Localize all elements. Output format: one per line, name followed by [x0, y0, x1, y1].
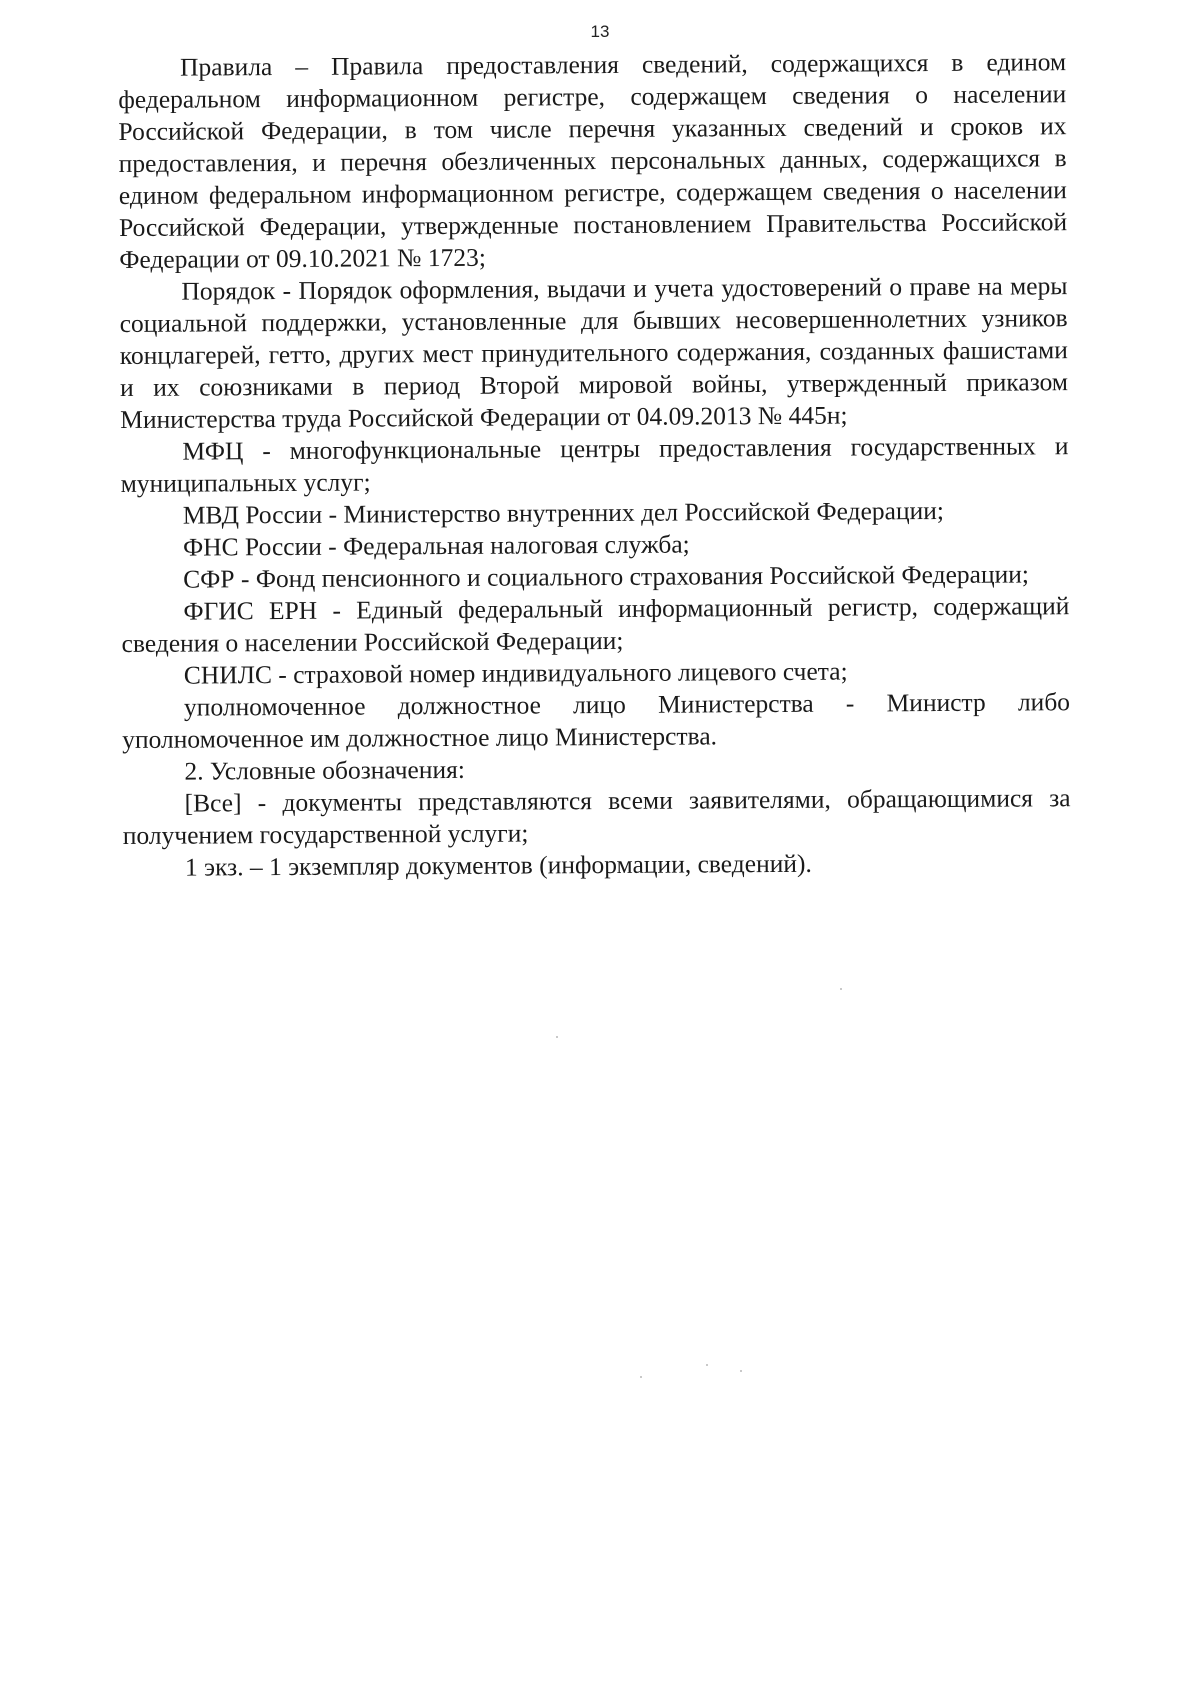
- definition-fgis-ern: ФГИС ЕРН - Единый федеральный информационный регистр, содержащий сведения о населении Российской Федерации;: [121, 591, 1070, 658]
- legend-copy: 1 экз. – 1 экземпляр документов (информации, сведений).: [184, 848, 812, 882]
- definition-mvd: МВД России - Министерство внутренних дел Российской Федерации;: [182, 495, 945, 530]
- definition-sfr: СФР - Фонд пенсионного и социального страхования Российской Федерации;: [183, 559, 1030, 594]
- definition-fns: ФНС России - Федеральная налоговая служба;: [182, 529, 690, 562]
- scan-speck: [740, 1370, 742, 1372]
- scan-speck: [640, 1376, 642, 1378]
- definition-procedure: Порядок - Порядок оформления, выдачи и учета удостоверений о праве на меры социальной поддержки, установленные для бывших несовершеннолетних узников концлагерей, гетто, других мест принудительного содержания, созданных фашистами и их союзниками в период Второй мировой войны, утвержденный приказом Министерства труда Российской Федерации от 04.09.2013 № 445н;: [119, 271, 1069, 434]
- scan-speck: [706, 1364, 708, 1366]
- section-heading-legend: 2. Условные обозначения:: [184, 754, 466, 786]
- definition-authorized-official: уполномоченное должностное лицо Министерства - Министр либо уполномоченное им должностное лицо Министерства.: [122, 687, 1071, 754]
- legend-all: [Все] - документы представляются всеми заявителями, обращающимися за получением государственной услуги;: [122, 783, 1071, 850]
- definition-mfc: МФЦ - многофункциональные центры предоставления государственных и муниципальных услуг;: [120, 431, 1069, 498]
- scan-speck: [556, 1036, 558, 1038]
- definition-rules: Правила – Правила предоставления сведений, содержащихся в едином федеральном информационном регистре, содержащем сведения о населении Российской Федерации, в том числе перечня указанных сведений и сроков их предоставления, и перечня обезличенных персональных данных, содержащихся в едином федеральном информационном регистре, содержащем сведения о населении Российской Федерации, утвержденные постановлением Правительства Российской Федерации от 09.10.2021 № 1723;: [118, 47, 1068, 274]
- scan-speck: [840, 988, 842, 990]
- page-number: 13: [590, 22, 610, 41]
- document-body: [118, 46, 1071, 884]
- definition-snils: СНИЛС - страховой номер индивидуального лицевого счета;: [183, 656, 848, 690]
